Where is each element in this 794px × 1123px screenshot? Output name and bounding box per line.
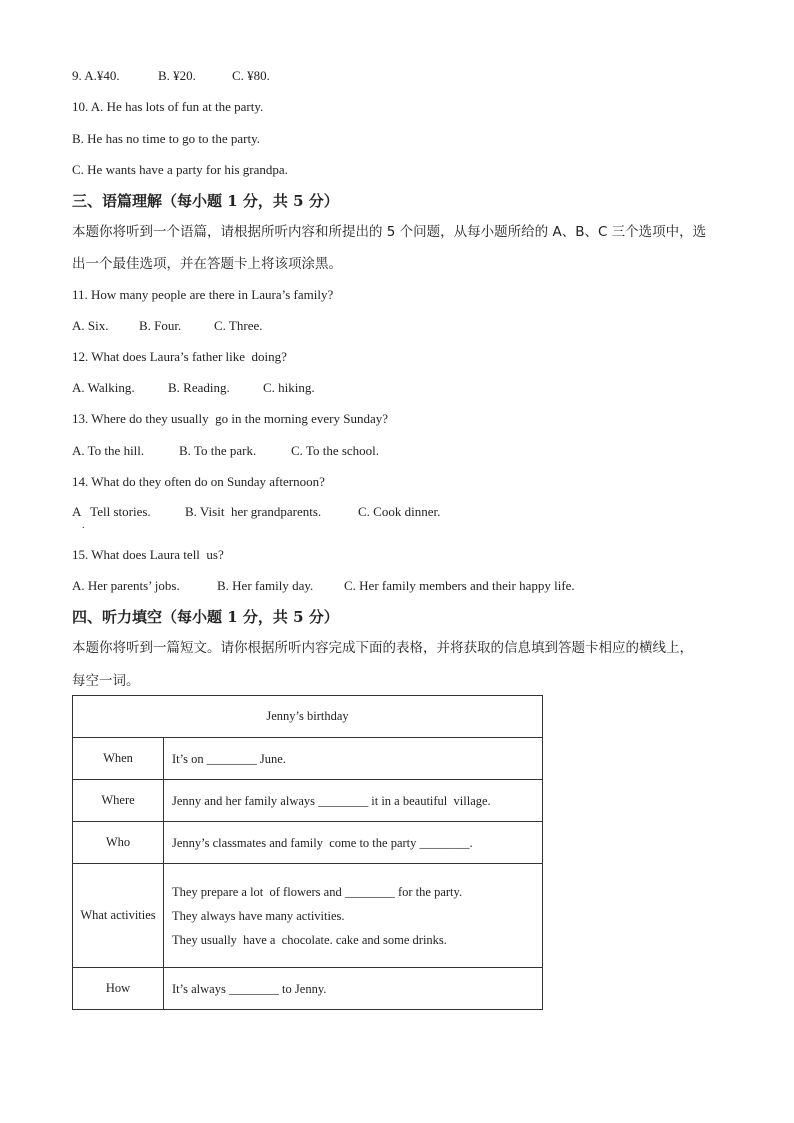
- q14-option-b: B. Visit her grandparents.: [185, 504, 322, 519]
- q13-option-b: B. To the park.: [179, 443, 257, 458]
- q10-option-c: C. He wants have a party for his grandpa.: [72, 162, 288, 177]
- table-title: Jenny’s birthday: [73, 696, 543, 738]
- q11-option-b: B. Four.: [139, 318, 182, 333]
- q9-option-c: C. ¥80.: [232, 68, 270, 83]
- section-3-instructions-line2: 出一个最佳选项，并在答题卡上将该项涂黑。: [72, 256, 342, 272]
- row-content-when: [164, 738, 543, 780]
- q14-option-c: C. Cook dinner.: [358, 504, 441, 519]
- q9-option-b: B. ¥20.: [158, 68, 196, 83]
- q11-option-a: A. Six.: [72, 318, 109, 333]
- q14-question: 14. What do they often do on Sunday afternoon?: [72, 474, 325, 489]
- cell-text: It’s on ________ June.: [172, 751, 286, 766]
- row-label-who: Who: [73, 822, 164, 864]
- q13-question: 13. Where do they usually go in the morning every Sunday?: [72, 411, 389, 426]
- table-row: [73, 864, 543, 968]
- section-3-instructions-line1: 本题你将听到一个语篇，请根据所听内容和所提出的 5 个问题，从每小题所给的 A、B、C 三个选项中，选: [72, 224, 707, 240]
- q15-option-c: C. Her family members and their happy life.: [344, 578, 575, 593]
- row-content-where: [164, 780, 543, 822]
- cell-text: They prepare a lot of flowers and ________ for the party.: [172, 884, 463, 899]
- q11-question: 11. How many people are there in Laura’s family?: [72, 287, 334, 302]
- cell-text: It’s always ________ to Jenny.: [172, 981, 327, 996]
- table-row: [73, 780, 543, 822]
- section-4-instructions-line1: 本题你将听到一篇短文。请你根据所听内容完成下面的表格，并将获取的信息填到答题卡相应的横线上，: [72, 640, 693, 656]
- row-label-when: When: [73, 738, 164, 780]
- q12-question: 12. What does Laura’s father like doing?: [72, 349, 287, 364]
- row-label-what-activities: What activities: [73, 864, 164, 968]
- q9-option-a: 9. A.¥40.: [72, 68, 120, 83]
- row-content-what-activities: [164, 864, 543, 968]
- birthday-info-table: [72, 695, 543, 1010]
- table-row: [73, 822, 543, 864]
- section-4-instructions-line2: 每空一词。: [72, 673, 140, 689]
- q14-option-a: A Tell stories.: [72, 504, 151, 519]
- q12-option-c: C. hiking.: [263, 380, 315, 395]
- q10-option-b: B. He has no time to go to the party.: [72, 131, 260, 146]
- row-content-how: [164, 968, 543, 1010]
- table-row: [73, 968, 543, 1010]
- q12-option-a: A. Walking.: [72, 380, 135, 395]
- cell-text: Jenny and her family always ________ it in a beautiful village.: [172, 793, 491, 808]
- q15-question: 15. What does Laura tell us?: [72, 547, 224, 562]
- table-row: [73, 738, 543, 780]
- q15-option-a: A. Her parents’ jobs.: [72, 578, 180, 593]
- cell-text: They always have many activities.: [172, 908, 345, 923]
- section-4-title: 四、听力填空（每小题 1 分，共 5 分）: [72, 608, 339, 626]
- q10-option-a: 10. A. He has lots of fun at the party.: [72, 99, 264, 114]
- row-label-how: How: [73, 968, 164, 1010]
- q12-option-b: B. Reading.: [168, 380, 230, 395]
- q11-option-c: C. Three.: [214, 318, 263, 333]
- cell-text: Jenny’s classmates and family come to the party ________.: [172, 835, 473, 850]
- row-content-who: [164, 822, 543, 864]
- q13-option-c: C. To the school.: [291, 443, 380, 458]
- q15-option-b: B. Her family day.: [217, 578, 314, 593]
- cell-text: They usually have a chocolate. cake and some drinks.: [172, 932, 447, 947]
- q13-option-a: A. To the hill.: [72, 443, 145, 458]
- stray-dot: .: [82, 520, 85, 531]
- row-label-where: Where: [73, 780, 164, 822]
- section-3-title: 三、语篇理解（每小题 1 分，共 5 分）: [72, 192, 339, 210]
